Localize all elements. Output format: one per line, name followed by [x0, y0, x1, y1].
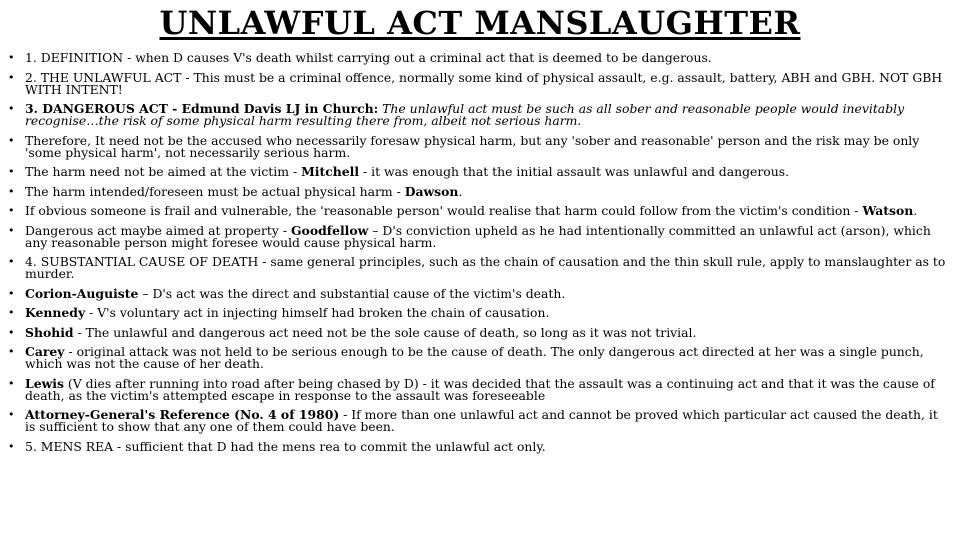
item-post: - it was enough that the initial assault was unlawful and dangerous.: [359, 164, 790, 179]
list-item-corion-auguiste: [8, 285, 950, 301]
list-item-watson: [8, 205, 950, 217]
case-name: Attorney-General's Reference (No. 4 of 1980): [25, 407, 340, 422]
list-item-substantial-cause: [8, 256, 950, 280]
page-title: UNLAWFUL ACT MANSLAUGHTER: [159, 4, 801, 42]
item-post: – D's act was the direct and substantial cause of the victim's death.: [138, 285, 566, 301]
item-text: 4. SUBSTANTIAL CAUSE OF DEATH - same general principles, such as the chain of causation and the thin skull rule, apply to manslaughter as to murder.: [25, 254, 946, 281]
list-item-therefore: [8, 132, 950, 160]
item-text: 1. DEFINITION - when D causes V's death whilst carrying out a criminal act that is deemed to be dangerous.: [25, 50, 712, 65]
item-text: Therefore, It need not be the accused who necessarily foresaw physical harm, but any 'sober and reasonable' person and the risk may be only 'some physical harm', not necessarily serious harm.: [25, 132, 920, 160]
list-item-shohid: [8, 324, 950, 340]
item-post: - The unlawful and dangerous act need not be the sole cause of death, so long as it was not trivial.: [73, 324, 697, 340]
item-post: – D's conviction upheld as he had intentionally committed an unlawful act (arson), which any reasonable person might foresee would cause physical harm.: [25, 222, 931, 250]
case-name: Mitchell: [301, 164, 360, 179]
item-lead: 3. DANGEROUS ACT - Edmund Davis LJ in Church:: [25, 101, 379, 116]
list-item-lewis: [8, 375, 950, 403]
case-name: Lewis: [25, 375, 64, 391]
bullet-list: [8, 52, 950, 460]
item-pre: Dangerous act maybe aimed at property -: [25, 222, 291, 238]
item-pre: The harm need not be aimed at the victim -: [25, 164, 302, 179]
list-item-unlawful-act: [8, 69, 950, 97]
list-item-goodfellow: [8, 222, 950, 250]
item-text: 5. MENS REA - sufficient that D had the mens rea to commit the unlawful act only.: [25, 438, 546, 454]
case-name: Watson: [862, 203, 914, 218]
item-post: - If more than one unlawful act and cannot be proved which particular act caused the death, it is sufficient to show that any one of them could have been.: [25, 407, 938, 434]
item-quote: The unlawful act must be such as all sober and reasonable people would inevitably recognise…the risk of some physical harm resulting there from, albeit not serious harm.: [25, 101, 905, 128]
case-name: Kennedy: [25, 305, 86, 320]
item-pre: If obvious someone is frail and vulnerable, the 'reasonable person' would realise that harm could follow from the victim's condition -: [25, 203, 863, 218]
item-post: (V dies after running into road after being chased by D) - it was decided that the assault was a continuing act and that it was the cause of death, as the victim's attempted escape in response to the assault was foreseeable: [25, 375, 935, 403]
case-name: Corion-Auguiste: [25, 285, 139, 301]
item-post: .: [458, 183, 463, 199]
case-name: Dawson: [404, 183, 459, 199]
item-post: - V's voluntary act in injecting himself had broken the chain of causation.: [85, 305, 550, 320]
case-name: Shohid: [25, 324, 74, 340]
list-item-attorney-general: [8, 409, 950, 433]
list-item-mens-rea: [8, 438, 950, 454]
item-post: - original attack was not held to be serious enough to be the cause of death. The only dangerous act directed at her was a single punch, which was not the cause of her death.: [25, 344, 924, 371]
list-item-kennedy: [8, 307, 950, 319]
list-item-mitchell: [8, 166, 950, 178]
item-post: .: [913, 203, 918, 218]
item-pre: The harm intended/foreseen must be actual physical harm -: [25, 183, 405, 199]
list-item-dangerous-act: [8, 103, 950, 127]
list-item-dawson: [8, 183, 950, 199]
list-item-definition: [8, 52, 950, 64]
list-item-carey: [8, 346, 950, 370]
case-name: Carey: [25, 344, 65, 359]
item-text: 2. THE UNLAWFUL ACT - This must be a criminal offence, normally some kind of physical assault, e.g. assault, battery, ABH and GBH. NOT GBH WITH INTENT!: [25, 69, 943, 97]
case-name: Goodfellow: [290, 222, 369, 238]
